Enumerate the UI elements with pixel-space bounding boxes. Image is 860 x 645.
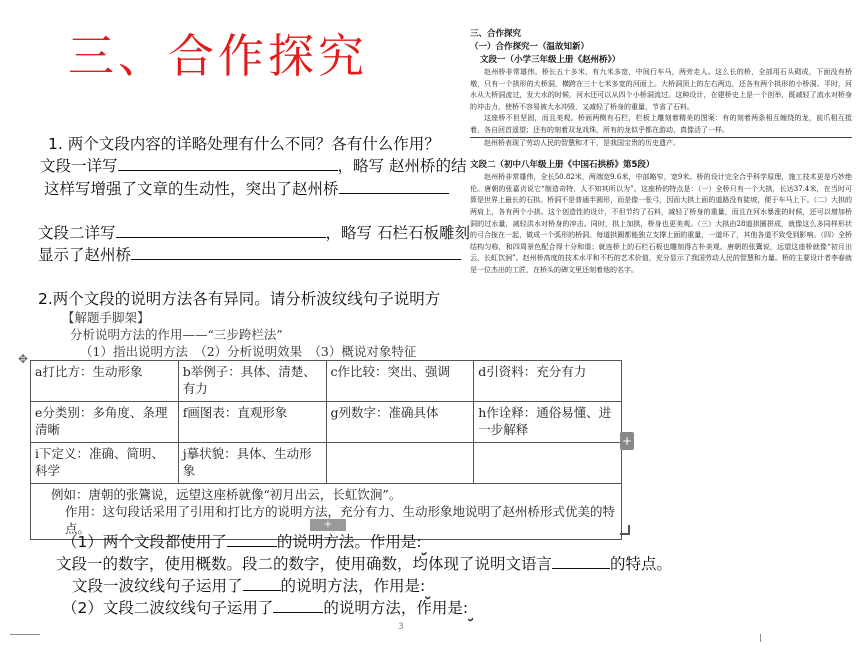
answer-line-2 bbox=[56, 553, 672, 574]
method-cell bbox=[326, 443, 474, 484]
doc-passage-2-para: 赵州桥非常雄伟，全长50.82米，两端宽9.6米，中部略窄，宽9米。桥的设计完全合乎科学原理，施工技术更是巧妙绝伦。唐朝的张嘉贞说它“制造奇特，人不知其所以为”。这座桥的特点是：（一）全桥只有一个大拱，长达37.4米，在当时可算是世界上最长的石拱。桥洞不是普通半圆形，而是像一张弓，因而大拱上面的道路没有陡坡，便于车马上下。（二）大拱的两肩上，各有两个小拱。这个创造性的设计，不但节约了石料，减轻了桥身的重量，而且在河水暴涨的时候，还可以增加桥洞的过水量，减轻洪水对桥身的冲击。同时，拱上加拱，桥身也更美观。（三）大拱由28道拱圈拼成，就像这么多同样形状的弓合拢在一起，做成一个弧形的桥洞。每道拱圈都能独立支撑上面的重量，一道坏了，其他各道不致受到影响。（四）全桥结构匀称，和四周景色配合得十分和谐；就连桥上的石栏石板也雕刻得古朴美观。唐朝的张鷟说，远望这座桥就像“初月出云，长虹饮涧”。赵州桥高度的技术水平和不朽的艺术价值，充分显示了我国劳动人民的智慧和力量。桥的主要设计者李春就是一位杰出的工匠，在桥头的碑文里还刻着他的名字。 bbox=[470, 173, 852, 274]
answer-4-mid: 的说明方法，作用是: bbox=[323, 599, 469, 617]
answer-blank[interactable] bbox=[422, 532, 642, 547]
example-text: 例如：唐朝的张鷟说，远望这座桥就像“初月出云，长虹饮涧”。 bbox=[51, 487, 402, 502]
answer-2-post: 的特点。 bbox=[610, 555, 673, 573]
answer-line-3 bbox=[72, 575, 665, 596]
q1-line3-mid: ，略写 石栏石板雕刻 bbox=[325, 224, 470, 242]
table-row bbox=[31, 443, 622, 484]
answer-blank[interactable] bbox=[339, 178, 449, 194]
answer-blank[interactable] bbox=[131, 244, 461, 260]
answer-blank[interactable] bbox=[118, 155, 338, 171]
question-1: 1. 两个文段内容的详略处理有什么不同？各有什么作用？ bbox=[48, 135, 440, 153]
doc-passage-1-para-3: 赵州桥表现了劳动人民的智慧和才干，是我国宝贵的历史遗产。 bbox=[484, 138, 680, 147]
answer-1-mid: 的说明方法。作用是: bbox=[276, 533, 422, 551]
divider bbox=[760, 634, 761, 642]
method-cell: i下定义：准确、简明、科学 bbox=[31, 443, 179, 484]
q1-line4 bbox=[38, 244, 461, 265]
q1-line3-label: 文段二详写 bbox=[38, 224, 116, 242]
method-cell: c作比较：突出、强调 bbox=[326, 361, 474, 402]
q1-line1 bbox=[40, 155, 466, 176]
answer-blank[interactable] bbox=[468, 598, 678, 613]
q1-line2 bbox=[44, 178, 449, 199]
move-handle-icon[interactable]: ✥ bbox=[18, 352, 29, 366]
answer-4-label: （2）文段二波纹线句子运用了 bbox=[62, 599, 274, 617]
divider bbox=[10, 634, 40, 635]
method-cell: h作诠释：通俗易懂、进一步解释 bbox=[474, 402, 622, 443]
answer-2-label: 文段一的数字，使用概数。段二的数字，使用确数，均体现了说明文语言 bbox=[56, 555, 553, 573]
hint-box bbox=[62, 309, 416, 360]
answer-3-mid: 的说明方法，作用是: bbox=[280, 577, 426, 595]
q1-line1-mid: ，略写 赵州桥的结 bbox=[337, 157, 467, 175]
answer-blank[interactable] bbox=[552, 553, 610, 569]
methods-table bbox=[30, 360, 622, 540]
answer-3-label: 文段一波纹线句子运用了 bbox=[72, 577, 243, 595]
doc-passage-1-para-1: 赵州桥非常雄伟。桥长五十多米，有九米多宽，中间行车马，两旁走人。这么长的桥，全部用石头砌成，下面没有桥墩，只有一个拱形的大桥洞，横跨在三十七米多宽的河面上。大桥洞顶上的左右两边，还各有两个拱形的小桥洞。平时，河水从大桥洞流过，发大水的时候，河水还可以从四个小桥洞流过。这种设计，在建桥史上是一个创举，既减轻了流水对桥身的冲击力，使桥不容易被大水冲毁，又减轻了桥身的重量，节省了石料。 bbox=[470, 68, 852, 111]
doc-subheading-1: （一）合作探究一（温故知新） bbox=[470, 42, 590, 52]
method-cell: g列数字：准确具体 bbox=[326, 402, 474, 443]
table-row bbox=[31, 361, 622, 402]
doc-passage-1-para-2: 这座桥不但坚固，而且美观。桥面两侧有石栏，栏板上雕刻着精美的图案：有的刻着两条相互缠绕的龙，前爪相互抵着，各自回首遥望；还有的刻着双龙戏珠，所有的龙似乎都在游动，真像活了一样。 bbox=[470, 113, 852, 137]
add-column-icon[interactable]: + bbox=[621, 434, 633, 448]
hint-steps: （1）指出说明方法 （2）分析说明效果 （3）概说对象特征 bbox=[80, 344, 417, 359]
method-cell: f画图表：直观形象 bbox=[178, 402, 326, 443]
example-effect: 作用：这句段话采用了引用和打比方的说明方法，充分有力、生动形象地说明了赵州桥形式优美的特点。 bbox=[65, 504, 616, 536]
doc-passage-2-title: 文段二（初中八年级上册《中国石拱桥》第5段） bbox=[470, 160, 655, 171]
hint-method: 分析说明方法的作用——“三步跨栏法” bbox=[70, 327, 283, 342]
method-cell bbox=[474, 443, 622, 484]
answer-line-1 bbox=[62, 531, 642, 552]
table-row bbox=[31, 402, 622, 443]
answer-blank[interactable] bbox=[116, 222, 326, 238]
answer-line-4 bbox=[62, 597, 678, 618]
method-cell: b举例子：具体、清楚、有力 bbox=[178, 361, 326, 402]
answer-1-label: （1）两个文段都使用了 bbox=[62, 533, 227, 551]
hint-title: 【解题手脚架】 bbox=[62, 310, 150, 325]
q1-line1-label: 文段一详写 bbox=[40, 157, 118, 175]
answer-blank[interactable] bbox=[243, 575, 281, 591]
doc-heading: 三、合作探究 bbox=[470, 29, 522, 39]
method-cell: a打比方：生动形象 bbox=[31, 361, 179, 402]
q1-line3 bbox=[38, 222, 470, 243]
q1-line4-text: 显示了赵州桥 bbox=[38, 246, 132, 264]
method-cell: j摹状貌：具体、生动形象 bbox=[178, 443, 326, 484]
doc-passage-1-title: 文段一（小学三年级上册《赵州桥》） bbox=[480, 55, 621, 65]
method-cell: e分类别：多角度、条理清晰 bbox=[31, 402, 179, 443]
q1-line2-text: 这样写增强了文章的生动性，突出了赵州桥 bbox=[44, 180, 339, 198]
answer-blank[interactable] bbox=[425, 576, 665, 591]
method-cell: d引资料：充分有力 bbox=[474, 361, 622, 402]
page-title: 三、合作探究 bbox=[68, 29, 368, 83]
page-number: 3 bbox=[398, 622, 404, 632]
add-row-icon[interactable]: + bbox=[310, 519, 346, 531]
reference-text-panel bbox=[470, 28, 852, 358]
answer-blank[interactable] bbox=[227, 531, 277, 547]
answer-blank[interactable] bbox=[273, 597, 323, 613]
question-2: 2.两个文段的说明方法各有异同。请分析波纹线句子说明方 bbox=[38, 290, 441, 308]
